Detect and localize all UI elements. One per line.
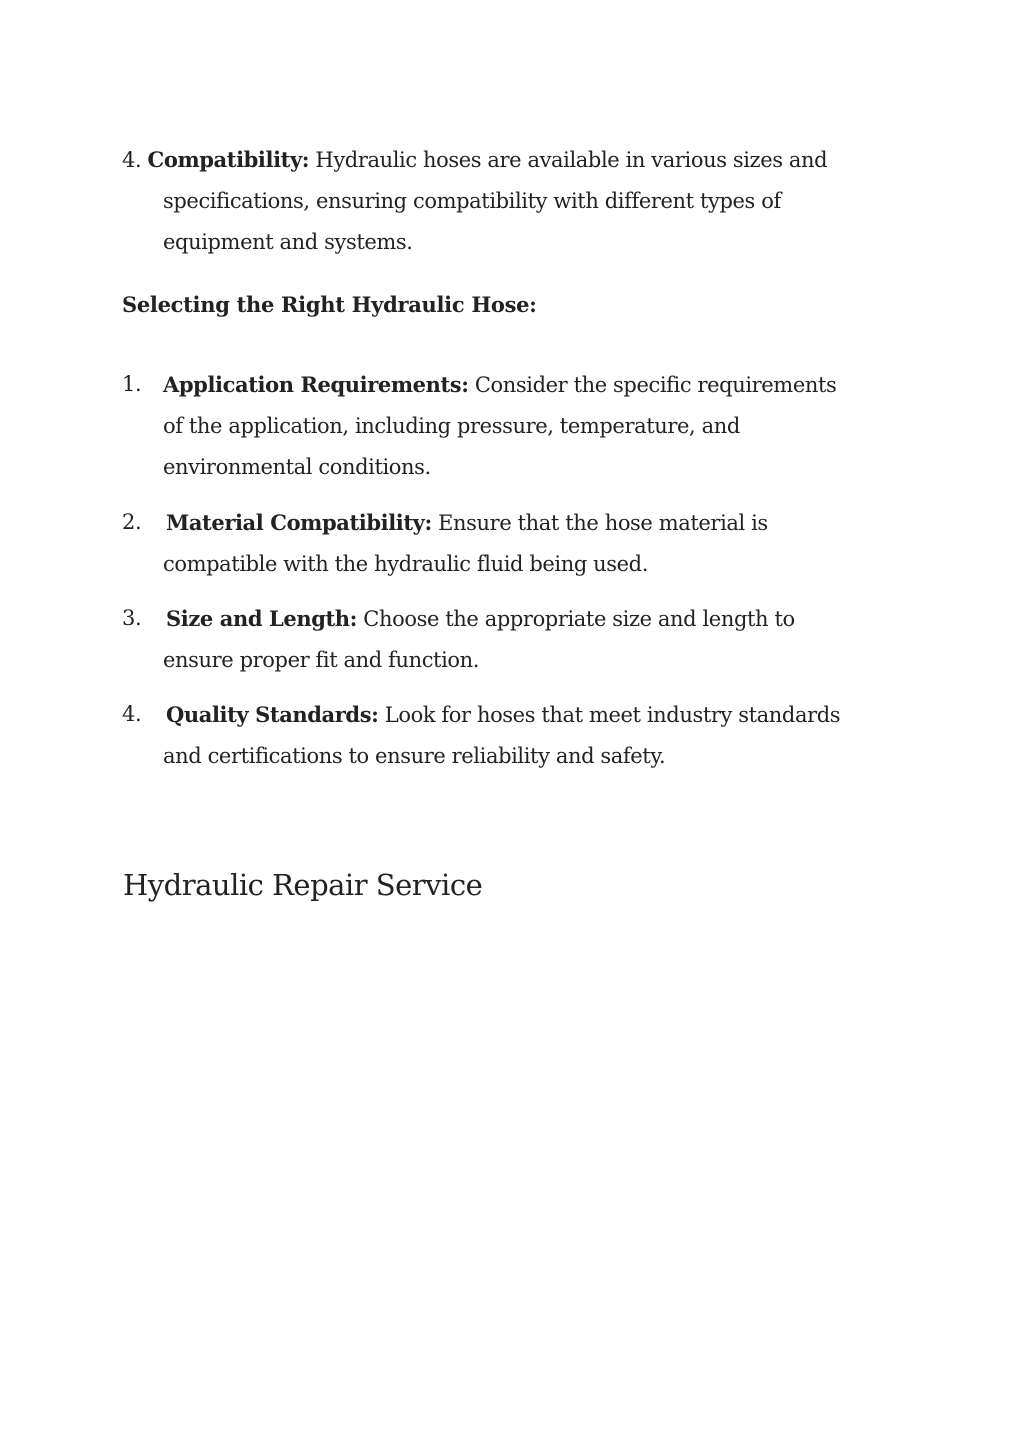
list-item-material-compatibility [122,502,902,585]
list-item-text: and certifications to ensure reliability and safety. [163,744,666,768]
list-item-number: 1. [122,372,142,396]
list-item-text: Look for hoses that meet industry standards [384,703,841,727]
list-item-first-line [122,139,902,181]
list-item-text: Consider the specific requirements [474,373,837,397]
list-item-text: Hydraulic hoses are available in various sizes and [315,148,828,172]
list-item-term: Quality Standards: [166,702,379,727]
list-item-term: Application Requirements: [163,372,469,397]
list-item-term: Compatibility: [147,147,310,172]
list-item-text: compatible with the hydraulic fluid being used. [163,552,649,576]
list-item-term: Size and Length: [166,606,358,631]
list-item-number: 2. [122,510,142,534]
page-heading: Hydraulic Repair Service [123,868,483,902]
list-item-first-line [166,598,902,640]
list-item-number: 3. [122,606,142,630]
list-item-first-line [163,364,902,406]
list-item-quality-standards [122,694,902,777]
list-item-compatibility [122,139,902,263]
list-item-application-requirements [122,364,902,488]
section-heading: Selecting the Right Hydraulic Hose: [122,292,537,317]
list-item-text: specifications, ensuring compatibility with different types of [163,189,781,213]
list-item-number: 4. [122,148,142,172]
list-item-text: equipment and systems. [163,230,413,254]
list-item-number: 4. [122,702,142,726]
list-item-size-and-length [122,598,902,681]
list-item-text: ensure proper fit and function. [163,648,480,672]
list-item-text: Ensure that the hose material is [438,511,768,535]
list-item-text: environmental conditions. [163,455,431,479]
list-item-first-line [166,694,902,736]
list-item-term: Material Compatibility: [166,510,432,535]
list-item-first-line [166,502,902,544]
list-item-text: Choose the appropriate size and length to [363,607,795,631]
list-item-text: of the application, including pressure, temperature, and [163,414,740,438]
